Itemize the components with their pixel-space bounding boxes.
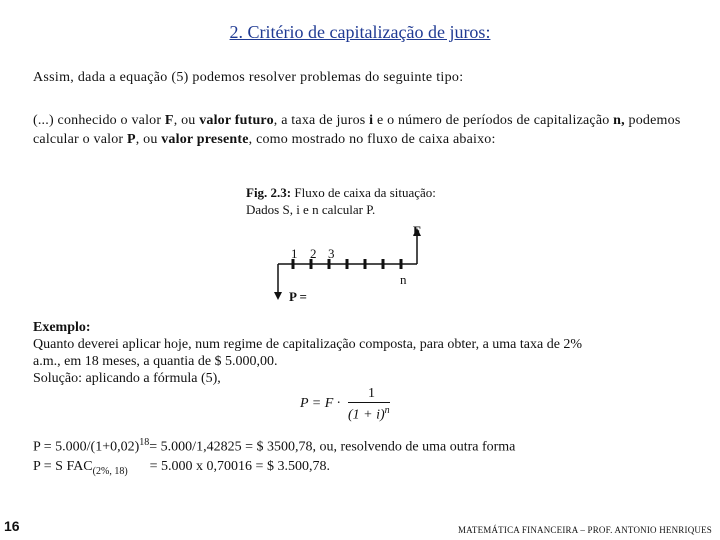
- para-bold: i: [369, 113, 374, 128]
- calc-text: = 5.000 x 0,70016 = $ 3.500,78.: [149, 458, 330, 474]
- calc-text: = 5.000/1,42825 = $ 3500,78, ou, resolvendo de uma outra forma: [149, 439, 516, 455]
- fraction-bar: [348, 402, 390, 403]
- para-text: , como mostrado no fluxo de caixa abaixo:: [248, 132, 496, 147]
- figure-caption-text: Fluxo de caixa da situação:: [291, 185, 436, 200]
- para-text: (...) conhecido o valor: [33, 113, 165, 128]
- figure-label: Fig. 2.3:: [246, 185, 292, 200]
- para-bold: n,: [613, 113, 625, 128]
- para-text: , ou: [135, 132, 162, 147]
- problem-paragraph: [33, 111, 693, 149]
- calc-text: P = 5.000/(1+0,02): [33, 439, 140, 455]
- present-value-arrowhead: [274, 292, 282, 300]
- formula-denominator: [348, 405, 390, 424]
- period-label-1: 1: [291, 246, 298, 261]
- period-label-2: 2: [310, 246, 317, 261]
- label-future-value: F: [413, 223, 421, 238]
- calc-text: P = S FAC: [33, 458, 93, 474]
- para-text: podemos calcular o valor: [33, 113, 681, 147]
- example-heading: Exemplo:: [33, 320, 91, 335]
- figure-caption: [246, 184, 436, 218]
- page-number: 16: [4, 518, 20, 534]
- para-bold: valor presente: [161, 132, 249, 147]
- example-line: a.m., em 18 meses, a quantia de $ 5.000,00.: [33, 354, 278, 369]
- label-present-value: P =: [289, 289, 307, 304]
- example-line: Solução: aplicando a fórmula (5),: [33, 371, 221, 386]
- calc-exponent: 18: [139, 437, 150, 448]
- para-text: e o número de períodos de capitalização: [373, 113, 614, 128]
- para-text: , a taxa de juros: [273, 113, 370, 128]
- intro-text: Assim, dada a equação (5) podemos resolver problemas do seguinte tipo:: [33, 70, 464, 85]
- para-bold: F: [164, 113, 174, 128]
- formula-lhs: P = F ·: [300, 396, 341, 411]
- formula-denominator-base: (1 + i): [348, 407, 385, 423]
- label-periods-n: n: [400, 272, 407, 287]
- example-block: [33, 319, 693, 387]
- slide-title: 2. Critério de capitalização de juros:: [229, 22, 491, 42]
- solution-calculation: [33, 433, 713, 480]
- footer-text: MATEMÁTICA FINANCEIRA – PROF. ANTONIO HENRIQUES: [457, 525, 712, 535]
- example-line: Quanto deverei aplicar hoje, num regime de capitalização composta, para obter, a uma taxa de 2%: [33, 337, 583, 352]
- formula-numerator: 1: [368, 386, 375, 401]
- para-bold: P: [126, 132, 136, 147]
- period-label-3: 3: [328, 246, 335, 261]
- para-bold: valor futuro: [199, 113, 274, 128]
- calc-subscript: (2%, 18): [92, 465, 128, 477]
- para-text: , ou: [173, 113, 200, 128]
- figure-caption-line2: Dados S, i e n calcular P.: [246, 202, 376, 217]
- formula-exponent: n: [384, 405, 390, 416]
- cash-flow-diagram: [260, 222, 430, 304]
